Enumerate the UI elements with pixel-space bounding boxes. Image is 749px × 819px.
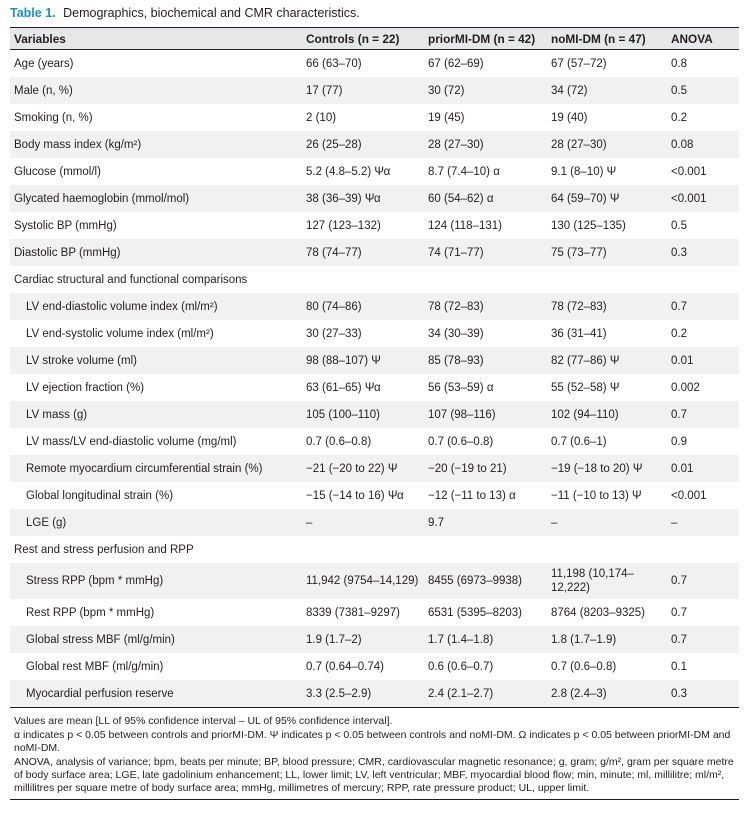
table-body — [10, 50, 739, 708]
controls-cell: 11,942 (9754–14,129) — [306, 575, 419, 587]
nomi-dm-cell: 8764 (8203–9325) — [551, 606, 645, 619]
anova-cell: 0.2 — [671, 327, 687, 340]
priormi-dm-cell: 85 (78–93) — [428, 354, 484, 367]
nomi-dm-cell: 102 (94–110) — [551, 408, 619, 421]
table-caption-text: Demographics, biochemical and CMR characteristics. — [63, 6, 360, 20]
section-header-row — [10, 266, 739, 293]
nomi-dm-cell: 34 (72) — [551, 84, 588, 97]
variable-cell: Smoking (n, %) — [14, 111, 93, 124]
priormi-dm-cell: 2.4 (2.1–2.7) — [428, 687, 494, 700]
priormi-dm-cell: 74 (71–77) — [428, 246, 484, 259]
priormi-dm-cell: 0.6 (0.6–0.7) — [428, 660, 494, 673]
header-variables: Variables — [14, 31, 66, 46]
priormi-dm-cell: 28 (27–30) — [428, 138, 484, 151]
variable-cell: LV stroke volume (ml) — [26, 354, 137, 367]
section-title: Rest and stress perfusion and RPP — [14, 543, 194, 556]
table-row — [10, 428, 739, 455]
nomi-dm-cell: 67 (57–72) — [551, 57, 607, 70]
table-header-row — [10, 28, 739, 50]
controls-cell: 127 (123–132) — [306, 219, 381, 232]
nomi-dm-cell: 0.7 (0.6–1) — [551, 435, 607, 448]
variable-cell: Glycated haemoglobin (mmol/mol) — [14, 192, 190, 205]
header-priormi-dm: priorMI-DM (n = 42) — [428, 31, 536, 46]
table-footnotes — [10, 715, 739, 800]
table-row — [10, 680, 739, 708]
controls-cell: 2 (10) — [306, 111, 337, 124]
variable-cell: Diastolic BP (mmHg) — [14, 246, 121, 259]
nomi-dm-cell: 82 (77–86) Ψ — [551, 354, 620, 367]
variable-cell: Remote myocardium circumferential strain (%) — [26, 462, 263, 475]
table-caption — [10, 5, 739, 21]
variable-cell: Myocardial perfusion reserve — [26, 687, 174, 700]
variable-cell: LV mass (g) — [26, 408, 88, 421]
anova-cell: 0.8 — [671, 57, 687, 70]
anova-cell: 0.08 — [671, 138, 694, 151]
priormi-dm-cell: 124 (118–131) — [428, 219, 502, 232]
nomi-dm-cell: 19 (40) — [551, 111, 588, 124]
priormi-dm-cell: 8455 (6973–9938) — [428, 575, 522, 587]
table-row — [10, 653, 739, 680]
priormi-dm-cell: −12 (−11 to 13) α — [428, 489, 516, 502]
nomi-dm-cell: 55 (52–58) Ψ — [551, 381, 620, 394]
controls-cell: 80 (74–86) — [306, 300, 362, 313]
anova-cell: <0.001 — [671, 192, 707, 205]
table-row — [10, 239, 739, 266]
footnote: α indicates p < 0.05 between controls and priorMI-DM. Ψ indicates p < 0.05 between controls and noMI-DM. Ω indicates p < 0.05 between priorMI-DM and noMI-DM. — [14, 729, 731, 754]
table-row — [10, 599, 739, 626]
controls-cell: – — [306, 516, 313, 529]
nomi-dm-cell: 2.8 (2.4–3) — [551, 687, 607, 700]
anova-cell: 0.7 — [671, 300, 687, 313]
variable-cell: LGE (g) — [26, 516, 67, 529]
nomi-dm-cell: 36 (31–41) — [551, 327, 607, 340]
table-row — [10, 374, 739, 401]
variable-cell: Body mass index (kg/m²) — [14, 138, 142, 151]
controls-cell: 1.9 (1.7–2) — [306, 633, 362, 646]
table-row — [10, 509, 739, 536]
anova-cell: 0.01 — [671, 462, 694, 475]
variable-cell: Global stress MBF (ml/g/min) — [26, 633, 175, 646]
variable-cell: Global rest MBF (ml/g/min) — [26, 660, 164, 673]
priormi-dm-cell: 67 (62–69) — [428, 57, 484, 70]
controls-cell: 0.7 (0.6–0.8) — [306, 435, 372, 448]
section-header-row — [10, 536, 739, 563]
nomi-dm-cell: −19 (−18 to 20) Ψ — [551, 462, 643, 475]
nomi-dm-cell: 64 (59–70) Ψ — [551, 192, 620, 205]
nomi-dm-cell: 130 (125–135) — [551, 219, 626, 232]
controls-cell: 30 (27–33) — [306, 327, 362, 340]
anova-cell: 0.7 — [671, 606, 687, 619]
controls-cell: 38 (36–39) Ψα — [306, 192, 381, 205]
table-row — [10, 104, 739, 131]
anova-cell: 0.5 — [671, 219, 687, 232]
anova-cell: 0.7 — [671, 408, 687, 421]
table-row — [10, 482, 739, 509]
anova-cell: 0.2 — [671, 111, 687, 124]
table-row — [10, 455, 739, 482]
anova-cell: 0.3 — [671, 246, 687, 259]
priormi-dm-cell: 9.7 — [428, 516, 444, 529]
priormi-dm-cell: 0.7 (0.6–0.8) — [428, 435, 494, 448]
table-row — [10, 77, 739, 104]
anova-cell: 0.1 — [671, 660, 687, 673]
priormi-dm-cell: 60 (54–62) α — [428, 192, 494, 205]
variable-cell: Glucose (mmol/l) — [14, 165, 101, 178]
controls-cell: 63 (61–65) Ψα — [306, 381, 381, 394]
priormi-dm-cell: 30 (72) — [428, 84, 465, 97]
characteristics-table — [10, 27, 739, 708]
controls-cell: 3.3 (2.5–2.9) — [306, 687, 372, 700]
nomi-dm-cell: 11,198 (10,174–12,222) — [551, 568, 634, 594]
anova-cell: <0.001 — [671, 165, 707, 178]
nomi-dm-cell: – — [551, 516, 558, 529]
table-row — [10, 401, 739, 428]
variable-cell: LV mass/LV end-diastolic volume (mg/ml) — [26, 435, 237, 448]
header-controls: Controls (n = 22) — [306, 31, 400, 46]
table-row — [10, 212, 739, 239]
controls-cell: 0.7 (0.64–0.74) — [306, 660, 385, 673]
priormi-dm-cell: 78 (72–83) — [428, 300, 484, 313]
nomi-dm-cell: 78 (72–83) — [551, 300, 607, 313]
controls-cell: 26 (25–28) — [306, 138, 362, 151]
table-caption-label: Table 1. — [10, 6, 56, 20]
controls-cell: 105 (100–110) — [306, 408, 380, 421]
priormi-dm-cell: 19 (45) — [428, 111, 465, 124]
table-row — [10, 158, 739, 185]
variable-cell: LV end-diastolic volume index (ml/m²) — [26, 300, 218, 313]
header-anova: ANOVA — [671, 31, 713, 46]
nomi-dm-cell: −11 (−10 to 13) Ψ — [551, 489, 642, 502]
table-row — [10, 320, 739, 347]
priormi-dm-cell: 56 (53–59) α — [428, 381, 494, 394]
table-row — [10, 563, 739, 599]
section-title: Cardiac structural and functional comparisons — [14, 273, 248, 286]
priormi-dm-cell: 34 (30–39) — [428, 327, 484, 340]
variable-cell: Rest RPP (bpm * mmHg) — [26, 606, 155, 619]
table-row — [10, 131, 739, 158]
controls-cell: 5.2 (4.8–5.2) Ψα — [306, 165, 391, 178]
anova-cell: 0.3 — [671, 687, 687, 700]
controls-cell: 78 (74–77) — [306, 246, 362, 259]
variable-cell: Stress RPP (bpm * mmHg) — [26, 575, 164, 587]
anova-cell: 0.7 — [671, 575, 687, 587]
variable-cell: LV end-systolic volume index (ml/m²) — [26, 327, 214, 340]
nomi-dm-cell: 1.8 (1.7–1.9) — [551, 633, 617, 646]
variable-cell: Male (n, %) — [14, 84, 73, 97]
variable-cell: Systolic BP (mmHg) — [14, 219, 117, 232]
variable-cell: Age (years) — [14, 57, 74, 70]
controls-cell: 8339 (7381–9297) — [306, 606, 400, 619]
header-nomi-dm: noMI-DM (n = 47) — [551, 31, 646, 46]
priormi-dm-cell: 107 (98–116) — [428, 408, 496, 421]
anova-cell: <0.001 — [671, 489, 707, 502]
nomi-dm-cell: 75 (73–77) — [551, 246, 607, 259]
anova-cell: 0.002 — [671, 381, 700, 394]
nomi-dm-cell: 9.1 (8–10) Ψ — [551, 165, 617, 178]
anova-cell: 0.9 — [671, 435, 687, 448]
variable-cell: Global longitudinal strain (%) — [26, 489, 174, 502]
priormi-dm-cell: 1.7 (1.4–1.8) — [428, 633, 494, 646]
controls-cell: 17 (77) — [306, 84, 343, 97]
priormi-dm-cell: 6531 (5395–8203) — [428, 606, 522, 619]
footnote: ANOVA, analysis of variance; bpm, beats per minute; BP, blood pressure; CMR, cardiovascular magnetic resonance; g, gram; g/m², gram per square metre of body surface area; LGE, late gadolinium enhancement; LL, lower limit; LV, left ventricular; MBF, myocardial blood flow; min, minute; ml, millilitre; ml/m², millilitres per square metre of body surface area; mmHg, millimetres of mercury; RPP, rate pressure product; UL, upper limit. — [14, 756, 734, 794]
controls-cell: −21 (−20 to 22) Ψ — [306, 462, 398, 475]
table-row — [10, 50, 739, 78]
controls-cell: 66 (63–70) — [306, 57, 362, 70]
controls-cell: −15 (−14 to 16) Ψα — [306, 489, 404, 502]
table-row — [10, 626, 739, 653]
table-row — [10, 347, 739, 374]
priormi-dm-cell: 8.7 (7.4–10) α — [428, 165, 500, 178]
priormi-dm-cell: −20 (−19 to 21) — [428, 462, 507, 475]
table-row — [10, 185, 739, 212]
variable-cell: LV ejection fraction (%) — [26, 381, 145, 394]
nomi-dm-cell: 28 (27–30) — [551, 138, 607, 151]
anova-cell: 0.01 — [671, 354, 694, 367]
footnote: Values are mean [LL of 95% confidence interval – UL of 95% confidence interval]. — [14, 715, 393, 727]
controls-cell: 98 (88–107) Ψ — [306, 354, 381, 367]
anova-cell: – — [671, 516, 678, 529]
nomi-dm-cell: 0.7 (0.6–0.8) — [551, 660, 617, 673]
anova-cell: 0.7 — [671, 633, 687, 646]
table-row — [10, 293, 739, 320]
anova-cell: 0.5 — [671, 84, 687, 97]
